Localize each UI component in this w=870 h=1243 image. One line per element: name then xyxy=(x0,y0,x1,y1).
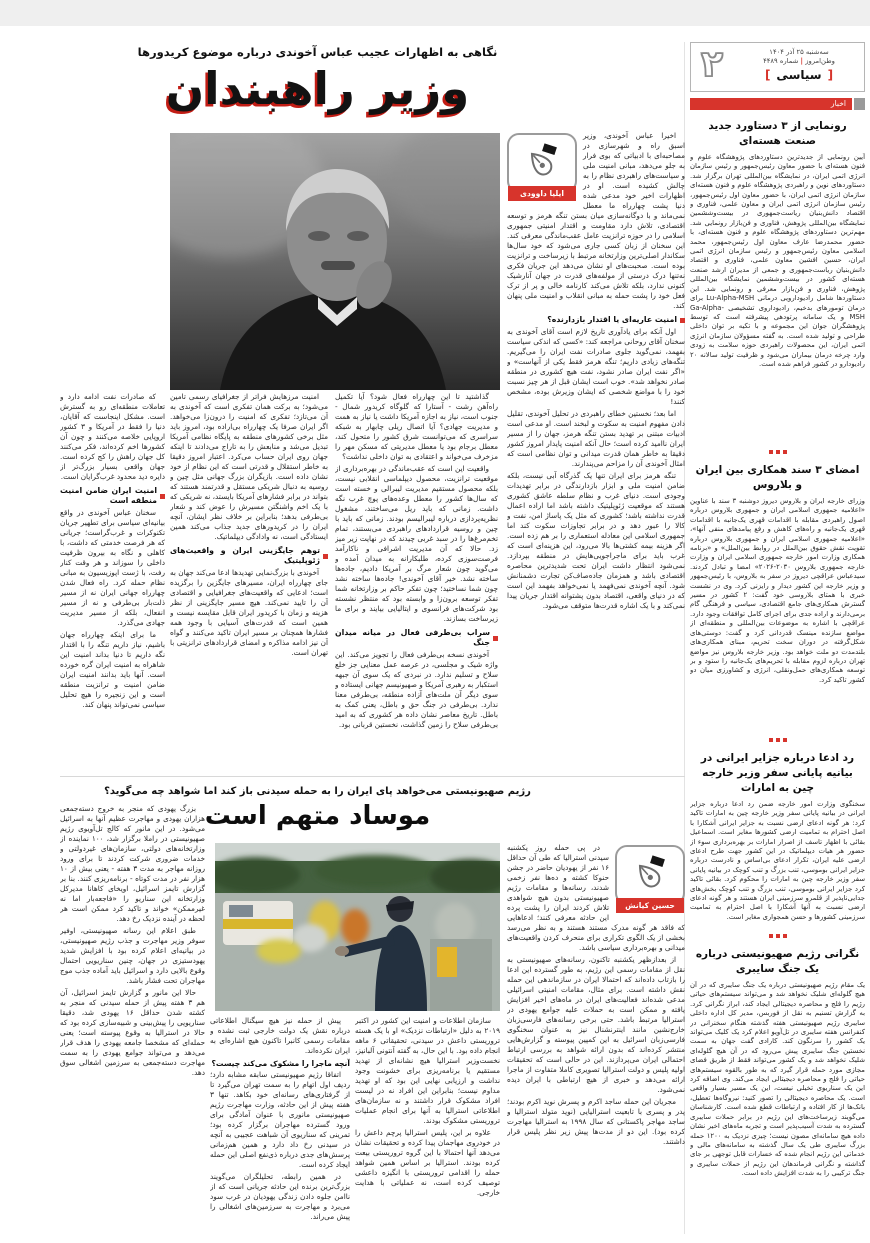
paragraph: تنگه هرمز برای ایران تنها یک گذرگاه آبی نیست، بلکه ضامن امنیت ملی و ابزار بازدارندگی در برابر تهدیدات وجودی است. دنیای غرب و نظام سلطه عاشق کشوری هستند که موقعیت ژئوپلیتیک داشته باشد اما اراده اعمال قدرت نداشته باشد؛ کشوری که مثل یک پاساژ امن، نفت و کالا را عبور دهد و در برابر تجاوزات سکوت کند اما جمهوری اسلامی این معادله استعماری را بر هم زده است. اگر هزینه بیمه کشتی‌ها بالا می‌رود، این هزینه‌ای است که غرب باید برای ماجراجویی‌هایش در منطقه بپردازد. نمی‌شود انتظار داشت ایران تحت شدیدترین محاصره اقتصادی باشد و همزمان جاده‌صاف‌کن تجارت دشمنانش شود. آنچه آخوندی نمی‌فهمد یا نمی‌خواهد بفهمد این است که در دنیای واقعی، اقتصاد بدون پشتوانه اقتدار جریان پیدا نمی‌کند و با یک اشاره قدرت‌ها متوقف می‌شود. xyxy=(507,471,685,610)
portrait-photo-graphic xyxy=(170,133,500,390)
pen-box-frame xyxy=(615,845,685,905)
bottom-column-4 xyxy=(60,804,205,1234)
main-article xyxy=(60,38,685,775)
author-box xyxy=(615,845,685,913)
author-name-badge: ایلیا داوودی xyxy=(508,186,576,201)
article-column-4 xyxy=(60,392,165,773)
bullet-square-icon xyxy=(493,636,498,641)
section-separator xyxy=(690,934,865,938)
gray-square-icon xyxy=(854,98,865,110)
issue-line xyxy=(740,57,858,65)
article-column-2 xyxy=(335,392,498,773)
masthead-stack xyxy=(740,48,858,82)
bottom-column-2 xyxy=(355,1016,500,1234)
section-separator xyxy=(690,738,865,742)
paper-name: وطن‌امروز xyxy=(805,57,835,65)
subhead-bullet xyxy=(507,315,685,325)
emergency-scene-photo xyxy=(215,843,500,1011)
bracket-close: ] xyxy=(764,68,771,82)
author-name-badge: حسین کیانش xyxy=(616,898,684,913)
paragraph: بزرگ یهودی که منجر به خروج دسته‌جمعی هزاران یهودی و مهاجرت عظیم آنها به اسرائیل می‌شود. در این مانور که کالج تل‌آویوی رژیم صهیونیستی در راملا برگزار شد، ۱۰۰ نماینده از وزارتخانه‌های دولتی، سازمان‌های غیردولتی و خدمات ضروری شرکت کردند تا برای ورود روزانه مهاجر به مدت ۳ هفته - یعنی بیش از ۱۰ هزار نفر در مدت کوتاه - برنامه‌ریزی کنند. بنا بر گزارش تایمز اسرائیل، اویخای کاهانا مدیرکل وزارتخانه این سناریو را «فاجعه‌بار اما نه غیرممکن» خواند و تاکید کرد ممکن است هر لحظه در آینده نزدیک رخ دهد. xyxy=(60,804,205,923)
paragraph: آخوندی با بزرگ‌نمایی تهدیدها ادعا می‌کند جهان به جای چهارراه ایران، مسیرهای جایگزین را برگزیده است؛ ادعایی که واقعیت‌های جغرافیایی و اقتصادی آن را تایید نمی‌کند. هیچ مسیر جایگزینی از نظر هزینه و زمان با کریدور ایران قابل مقایسه نیست و همین است که قدرت‌های آسیایی با وجود همه فشارها همچنان بر مسیر ایران تاکید می‌کنند و گواه آن نیز ادامه مذاکره و امضای قراردادهای ترانزیتی با تهران است. xyxy=(170,568,328,657)
red-pipe: | xyxy=(800,57,804,65)
sidebar-headline: رونمایی از ۳ دستاورد جدید صنعت هسته‌ای xyxy=(708,120,847,147)
subhead-bullet xyxy=(170,546,328,566)
paragraph: در همین رابطه، تحلیلگران می‌گویند بزرگ‌ترین برنده این حادثه جریانی است که از ناامن جلوه دادن زندگی یهودیان در غرب سود می‌برد و مهاجرت به سرزمین‌های اشغالی را پیش می‌راند. xyxy=(210,1172,350,1221)
bottom-headline: موساد متهم است xyxy=(204,801,431,831)
paragraph: حالا این مانور و گزارش تایمز اسرائیل، آن هم ۳ هفته پیش از حمله سیدنی که منجر به کشته شدن حداقل ۱۶ یهودی شد، دقیقا سناریویی را پیش‌بینی و شبیه‌سازی کرده بود که حالا در استرالیا به وقوع پیوسته است؛ یعنی حمله‌ای که مشخصا جامعه یهودی را هدف قرار می‌دهد و می‌تواند جوامع یهودی را به سمت مهاجرت دسته‌جمعی به سرزمین اشغالی سوق دهد. xyxy=(60,988,205,1077)
paragraph: در پی حمله روز یکشنبه سیدنی استرالیا که طی آن حداقل ۱۶ نفر از یهودیان حاضر در جشن حنوکا کشته و ده‌ها نفر زخمی شدند، رسانه‌ها و مقامات رژیم صهیونیستی بدون هیچ شواهدی تلاش کردند ایران را پشت پرده این حادثه معرفی کنند؛ ادعاهایی که فاقد هر گونه مدرک مستند هستند و به نظر می‌رسد بخشی از یک الگوی تکراری برای منحرف کردن واقعیت‌های میدانی و بهره‌برداری سیاسی باشد. xyxy=(507,843,685,952)
issue-number: شماره ۴۴۸۹ xyxy=(763,57,799,65)
paragraph: اخیرا عباس آخوندی، وزیر اسبق راه و شهرسازی در مصاحبه‌ای با ادبیاتی که بوی فرار به جلو می‌دهد، مبانی امنیت ملی و سیاست‌های راهبردی نظام را به چالش کشیده است. او در اظهارات اخیر خود مدعی شده دنیا پشت چهارراه ما معطل نمی‌ماند و با دوگانه‌سازی میان بستن تنگه هرمز و توسعه اقتصادی، تلاش دارد مقاومت و اقتدار امنیتی جمهوری اسلامی را در حوزه ترانزیت عامل عقب‌ماندگی معرفی کند. این سخنان از زبان کسی جاری می‌شود که خود سال‌ها سکاندار اصلی‌ترین وزارتخانه مرتبط با زیرساخت و ترانزیت بوده است. صحبت‌های او نشان می‌دهد این جریان فکری نه‌تنها درک درستی از مولفه‌های قدرت در جهان آنارشیک کنونی ندارد، بلکه تلاش می‌کند کارنامه خالی و پر از ترک فعل خود را پشت حمله به مبانی انقلاب و امنیت ملی پنهان کند. xyxy=(507,131,685,310)
pen-box-frame xyxy=(507,133,577,193)
main-kicker: نگاهی به اظهارات عجیب عباس آخوندی درباره موضوع کریدورها xyxy=(137,45,498,59)
main-headline: وزیر راهبندان xyxy=(165,62,470,115)
section-label: سیاسی xyxy=(776,68,822,82)
paragraph: گذاشتید تا این چهارراه فعال شود؟ آیا تکمیل راه‌آهن رشت - آستارا که گلوگاه کریدور شمال - جنوب است، نیاز به اجازه آمریکا داشت یا نیاز به همت و مدیریت جهادی؟ آیا اتصال ریلی چابهار به شبکه سراسری که می‌توانست شرق کشور را متحول کند، معطل برجام بود یا معطل مدیریتی که مسکن مهر را مزخرف می‌خواند و اعتقادی به توان داخلی نداشت؟ xyxy=(335,392,498,461)
bullet-square-icon xyxy=(680,318,685,323)
subhead-bullet xyxy=(60,486,165,506)
sidebar-article-body: یک مقام رژیم صهیونیستی درباره یک جنگ سایبری که در آن هیچ گلوله‌ای شلیک نخواهد شد و می‌تواند سیستم‌های حیاتی رژیم را فلج و محاصره دیجیتالی ایجاد کند، ابراز نگرانی کرد. به گزارش تسنیم به نقل از فوربس، مدیر کل اداره داخلی سایبری رژیم صهیونیستی هفته گذشته هنگام سخنرانی در کنفرانس هفته سایبری در تل‌آویو اعلام کرد یک کلیک می‌تواند یک کشور را سرنگون کند. کارادی گفت جهان به سمت نخستین جنگ سایبری پیش می‌رود که در آن هیچ گلوله‌ای شلیک نخواهد شد و یک کشور می‌تواند فقط از طریق فضای مجازی مورد حمله قرار گیرد که به طور بالقوه سیستم‌های حیاتی را فلج و محاصره دیجیتالی ایجاد می‌کند. وی اضافه کرد این یک سناریوی تخیلی نیست، این یک مسیر بسیار واقعی است. یک محاصره دیجیتالی را تصور کنید: نیروگاه‌ها تعطیل، بانک‌ها از کار افتاده و ارتباطات قطع شده است. کارشناسان می‌گویند زیرساخت‌های این رژیم در برابر حملات سایبری گسترده به شدت آسیب‌پذیر است و تجربه ماه‌های اخیر نشان داده هیچ سامانه‌ای مصون نیست؛ چیزی نزدیک به ۱۲۰۰ حمله بزرگ سایبری طی یک سال گذشته به سامانه‌های مالی و خدماتی این رژیم انجام شده که خسارات قابل توجهی بر جای گذاشته و نگرانی فرماندهان این رژیم از حملات سایبری و جنگ ترکیبی را به شدت افزایش داده است. xyxy=(690,981,865,1178)
paragraph: ما برای اینکه چهارراه جهان باشیم، نیاز داریم تنگه را با اقتدار نگه داریم تا دنیا بداند امنیت این شاهراه به امنیت ایران گره خورده است. آنها باید بدانند امنیت ایران ضامن امنیت و ترانزیت منطقه است و این زنجیره را هیچ تحلیل سیاسی نمی‌تواند پنهان کند. xyxy=(60,630,165,709)
subhead-text: امنیت ایران ضامن امنیت منطقه است xyxy=(60,486,157,505)
paragraph: اما بعد؛ نخستین خطای راهبردی در تحلیل آخوندی، تقلیل دادن مفهوم امنیت به سکوت و لبخند است. او مدعی است ادبیات مبتنی بر تهدید بستن تنگه هرمز، جهان را از مسیر ایران ناامید کرده است؛ حال آنکه امنیت پایدار امروز کشور دقیقا به خاطر همان قدرت میدانی و توان نظامی است که امثال آخوندی آن را مزاحم می‌پندارند. xyxy=(507,409,685,468)
paragraph: امنیت مرزهایش فراتر از جغرافیای رسمی تامین می‌شود؛ به برکت همان تفکری است که آخوندی به آن می‌تازد؛ تفکری که امنیت را درون‌زا می‌خواهد. اگر ایران صرفا یک چهارراه بی‌اراده بود، امروز باید مثل برخی کشورهای منطقه به پایگاه نظامی آمریکا تبدیل می‌شد و منابعش را به تاراج می‌دادند تا اینکه جهان روی ایران حساب می‌کرد. اعتبار امروز دقیقا به خاطر استقلال و قدرتی است که این نظام از خود نشان داده است. بازیگران بزرگ جهانی مثل چین و روسیه به دنبال شریکی مستقل و قدرتمند هستند که بتواند در برابر فشارهای آمریکا بایستد، نه شریکی که با یک اخم واشنگتن مسیرش را عوض کند و شعار بی‌طرفی بدهد؛ بنابراین بر خلاف نظر ایشان، آنچه ایران را در کریدورهای جدید جذاب می‌کند همین ایستادگی است، نه وادادگی دیپلماتیک. xyxy=(170,392,328,541)
paragraph: طبق اعلام این رسانه صهیونیستی، اوفیر سوفر وزیر مهاجرت و جذب رژیم صهیونیستی، در بیانیه‌ای اعلام کرده بود با افزایش شدید یهودستیزی در جهان، چنین سناریویی احتمال وقوع بالایی دارد و اسرائیل باید آماده جذب موج مهاجران تحت فشار باشد. xyxy=(60,926,205,985)
article-column-1 xyxy=(507,131,685,775)
sidebar-article-body: آیین رونمایی از جدیدترین دستاوردهای پژوهشگاه علوم و فنون هسته‌ای با حضور معاون رئیس‌جمهور و رئیس سازمان انرژی اتمی ایران، در نمایشگاه بین‌المللی تهران برگزار شد. دستاوردهای نوین و راهبردی پژوهشگاه علوم و فنون هسته‌ای سازمان انرژی اتمی ایران، با حضور معاون اول رئیس‌جمهور، رئیس سازمان انرژی اتمی ایران و معاون علمی، فناوری و اقتصاد دانش‌بنیان ریاست‌جمهوری در بیست‌وششمین نمایشگاه بین‌المللی پژوهش، فناوری و فن‌بازار رونمایی شد. مهم‌ترین دستاوردهای پژوهشگاه علوم و فنون هسته‌ای، با حضور محمدرضا عارف معاون اول رئیس‌جمهور، محمد اسلامی معاون رئیس‌جمهور و رئیس سازمان انرژی اتمی ایران، حسین افشین معاون علمی، فناوری و اقتصاد دانش‌بنیان ریاست‌جمهوری و جمعی از مدیران ارشد صنعت هسته‌ای کشور در بیست‌وششمین نمایشگاه بین‌المللی پژوهش، فناوری و فن‌بازار معرفی و رونمایی شد. این دستاوردها شامل رادیودارویی درمانی Lu-Alpha-MSH برای درمان تومورهای بدخیم، رادیوداروی تشخیصی Ga-Alpha-MSH و یک سامانه پرتودهی پیشرفته است که توسط پژوهشگران جوان این مجموعه و با تکیه بر توان داخلی طراحی و تولید شده است. به گفته مسؤولان سازمان انرژی اتمی ایران، این محصولات راهبردی حوزه سلامت به زودی وارد چرخه درمان بیماران می‌شود و ظرفیت تولید سالانه ۲۰ رادیودارو در کشور فراهم شده است. xyxy=(690,153,865,368)
paragraph: که صادرات نفت ادامه دارد و تعاملات منطقه‌ای رو به گسترش است. مشکل اینجاست که آقایان، دنیا را فقط در آمریکا و ۳ کشور اروپایی خلاصه می‌کنند و چون آن کشورها اخم کرده‌اند، فکر می‌کنند کل جهان راهش را کج کرده است. جهان واقعی بسیار بزرگ‌تر از دایره دید محدود غرب‌گرایان است. xyxy=(60,392,165,481)
bullet-square-icon xyxy=(323,554,328,559)
paragraph: آخوندی نسخه بی‌طرفی فعال را تجویز می‌کند. این واژه شیک و مجلسی، در عرصه عمل معنایی جز خلع سلاح و تسلیم ندارد. در نبردی که یک سوی آن جبهه استکبار به رهبری آمریکا و صهیونیسم جهانی ایستاده و سوی دیگر آن ملت‌های آزاده منطقه، بی‌طرفی معنا ندارد. بی‌طرفی در جنگ حق و باطل، یعنی کمک به باطل. تاریخ معاصر نشان داده هر کشوری که به امید بی‌طرفی سلاح را زمین گذاشت، نخستین قربانی بود. xyxy=(335,650,498,729)
paragraph: پیش از حمله نیز هیچ سیگنال اطلاعاتی درباره نقش یک دولت خارجی ثبت نشده و مقامات رسمی کانبرا تاکنون هیچ اشاره‌ای به ایران نکرده‌اند. xyxy=(210,1016,350,1055)
subhead-bullet xyxy=(335,628,498,648)
emergency-scene-graphic xyxy=(215,843,500,1011)
page-number: ۲ xyxy=(701,44,723,85)
page-top-margin xyxy=(0,0,870,26)
article-column-3 xyxy=(170,392,328,773)
paragraph: از بعدازظهر یکشنبه تاکنون، رسانه‌های صهیونیستی به نقل از مقامات رسمی این رژیم، به طور گسترده این ادعا را بازتاب داده‌اند که احتمالا ایران در سازماندهی این حمله نقش داشته است. برای مثال، مقامات امنیتی اسرائیلی مدعی شده‌اند فعالیت‌های ایران در ماه‌های اخیر افزایش یافته و ممکن است به حملات علیه جوامع یهودی در استرالیا مرتبط باشد. حتی برخی رسانه‌های فارسی‌زبان خارج‌نشین مانند اینترنشنال نیز به عنوان سخنگوی فارسی‌زبان اسرائیل به این کمپین پیوسته و گزارش‌هایی منتشر کرده‌اند که بدون ارائه شواهد به بررسی ارتباط احتمالی ایران می‌پردازند. این در حالی است که تحقیقات اولیه پلیس و دولت استرالیا تصویری کاملا متفاوت از ماجرا ارائه می‌دهد و خبری از هیچ ارتباطی با ایران دیده نمی‌شود. xyxy=(507,955,685,1094)
pen-nib-icon xyxy=(522,143,562,183)
bottom-kicker: رژیم صهیونیستی می‌خواهد پای ایران را به حمله سیدنی باز کند اما شواهد چه می‌گوید؟ xyxy=(104,786,531,797)
section-separator xyxy=(690,450,865,454)
paragraph: واقعیت این است که عقب‌ماندگی در بهره‌برداری از موقعیت ترانزیت، محصول دیپلماسی انقلابی نیست، بلکه محصول مستقیم مدیریت لیبرالی و خسته است که سال‌ها کشور را معطل وعده‌های پوچ غرب نگه داشت. زمانی که باید ریل می‌ساختند، مشغول نظریه‌پردازی درباره لیبرالیسم بودند. زمانی که باید با چین و روسیه قراردادهای راهبردی می‌بستند، تمام تخم‌مرغ‌ها را در سبد غربی چیدند که در نهایت زیر میز زد. حالا که آن مدیریت اشرافی و ناکارآمد فرصت‌سوزی کرده، طلبکارانه به میدان آمده و می‌گوید چون شعار مرگ بر آمریکا دادیم، جاده‌ها ساخته نشد. خیر آقای آخوندی! جاده‌ها ساخته نشد چون شما نساختید؛ چون تفکر حاکم بر وزارتخانه شما تفکر توسعه برون‌زا و وابسته بود که منتظر نشسته بود شرکت‌های فرانسوی و ایتالیایی بیایند و برای ما زیرساخت بسازند. xyxy=(335,464,498,623)
bracket-open: [ xyxy=(827,68,834,82)
portrait-photo xyxy=(170,133,500,390)
sidebar-headline: رد ادعا درباره جزایر ایرانی در بیانیه پایانی سفر وزیر خارجه چین به امارات xyxy=(700,752,855,794)
sidebar-article-body: وزرای خارجه ایران و بلاروس دیروز دوشنبه ۳ سند با عناوین «اعلامیه جمهوری اسلامی ایران و جمهوری بلاروس درباره اصول راهبردی مقابله با اقدامات قهری یک‌جانبه با اقدامات قهری یک‌جانبه و راه‌های کاهش و رفع پیامدهای منفی آنها»، «اعلامیه جمهوری اسلامی ایران و جمهوری بلاروس درباره تقویت نقش حقوق بین‌الملل در روابط بین‌الملل» و «برنامه همکاری وزارت امور خارجه جمهوری اسلامی ایران و وزارت خارجه جمهوری بلاروس ۲۰۳۰-۲۰۲۶» امضا و تبادل کردند. سیدعباس عراقچی دیروز در سفر به بلاروس، با رئیس‌جمهور و وزیر خارجه این کشور دیدار و رایزنی کرد. وی در نشست خبری با همتای بلاروسی خود گفت: ۲ کشور در مسیر گسترش همکاری‌های جامع اقتصادی، سیاسی و فرهنگی گام برمی‌دارند و اراده جدی برای اجرای کامل توافقات وجود دارد. عراقچی با اشاره به موضوعات بین‌المللی و منطقه‌ای از مواضع سازنده مینسک قدردانی کرد و گفت: دوستی‌های شکل‌گرفته در دوران سخت تحریم، مبنای همکاری‌های بلندمدت دو ملت خواهد بود. وزیر خارجه بلاروس نیز مواضع تهران درباره لزوم مقابله با تحریم‌های یک‌جانبه را ستود و بر توسعه همکاری‌های حمل‌ونقلی، انرژی و کشاورزی میان دو کشور تاکید کرد. xyxy=(690,497,865,684)
paragraph: سازمان اطلاعات و امنیت این کشور در اکتبر ۲۰۱۹ به دلیل «ارتباطات نزدیک» او با یک هسته تروریستی داعش در سیدنی، تحقیقاتی ۶ ماهه انجام داده بود. با این حال، به گفته آنتونی آلبانیز، نخست‌وزیر استرالیا هیچ نشانه‌ای از تهدید مستقیم یا برنامه‌ریزی برای خشونت وجود نداشت و ارزیابی نهایی این بود که او تهدید مداوم نیست؛ بنابراین این افراد نه در لیست افراد مشکوک قرار داشتند و نه سازمان‌های اطلاعاتی استرالیا به آنها برای انجام عملیات تروریستی مشکوک بودند. xyxy=(355,1016,500,1125)
pen-nib-icon xyxy=(630,855,670,895)
sidebar-headline: امضای ۳ سند همکاری بین ایران و بلاروس xyxy=(695,464,860,491)
masthead-box xyxy=(690,42,865,92)
bold-subhead: آنچه ماجرا را مشکوک می‌کند چیست؟ xyxy=(211,1059,350,1068)
sidebar-headline: نگرانی رژیم صهیونیستی درباره یک جنگ سایبری xyxy=(695,948,860,975)
subhead-text: امنیت عاریه‌ای یا اقتدار بازدارنده؟ xyxy=(547,315,677,324)
paragraph: سخنان عباس آخوندی در واقع بیانیه‌ای سیاسی برای تطهیر جریان تکنوکرات و غرب‌گراست؛ جریانی که هر فرصت خدمتی که داشت، با کاهلی و نگاه به بیرون ظرفیت داخلی را سوزاند و هر وقت کنار رفت، با ژست اپوزیسیون به مبانی نظام حمله کرد. راه فعال شدن چهارراه جهانی ایران نه از مسیر ذلت‌بار بی‌طرفی و نه از مسیر انفعال، بلکه از مسیر مدیریت جهادی می‌گذرد. xyxy=(60,508,165,627)
paragraph: مجریان این حمله ساجد اکرم و پسرش نوید اکرم بودند؛ پدر و پسری با تابعیت استرالیایی (نوید متولد استرالیا و ساجد مهاجر پاکستانی که سال ۱۹۹۸ به استرالیا مهاجرت کرده بود). این دو از مدت‌ها پیش زیر نظر پلیس قرار داشتند. xyxy=(507,1097,685,1146)
news-section-bar xyxy=(690,98,865,110)
sidebar-article-body: سخنگوی وزارت امور خارجه ضمن رد ادعا درباره جزایر ایرانی در بیانیه پایانی سفر وزیر خارجه چین به امارات تاکید کرد: هر گونه ادعای ارضی نسبت به جزایر ایرانی آشکارا با اصل احترام به تمامیت ارضی کشورها مغایر است. اسماعیل بقائی با اظهار تاسف از اصرار امارات بر بهره‌برداری سوء از حضور هر هیات دیپلماتیک در این کشور جهت طرح ادعای ارضی علیه ایران، تکرار ادعای بی‌اساس و نادرست درباره جزایر ایرانی بوموسی، تنب بزرگ و تنب کوچک در بیانیه پایانی سفر وزیر خارجه چین به امارات را محکوم کرد. بقائی تاکید کرد جزایر ایرانی بوموسی، تنب بزرگ و تنب کوچک بخش‌های جدایی‌ناپذیر از قلمرو سرزمینی ایران هستند و هر گونه ادعای ارضی نسبت به آنها آشکارا با اصل احترام به تمامیت سرزمینی کشورها و حسن همجواری مغایر است. xyxy=(690,800,865,921)
bullet-square-icon xyxy=(160,494,165,499)
paragraph: اول آنکه برای یادآوری تاریخ لازم است آقای آخوندی به سخنان آقای روحانی مراجعه کند: «کسی که اندکی سیاست بفهمد، نمی‌گوید جلوی صادرات نفت ایران را می‌گیریم. تنگه‌های زیادی داریم؛ تنگه هرمز فقط یکی از آنهاست» و «اگر نفت ایران صادر نشود، نفت هیچ کشوری در منطقه صادر نخواهد شد». خوب است ایشان قبل از هر چیز نسبت خود را با مواضع شخصی که ایشان وزیرش بوده، مشخص کنند! xyxy=(507,327,685,406)
bottom-article xyxy=(60,783,685,1235)
subhead-text: توهم جایگزینی ایران و واقعیت‌های ژئوپلیتیک xyxy=(170,546,320,565)
section-title xyxy=(740,68,858,82)
paragraph: اتفاقا رژیم صهیونیستی سابقه مشابه دارد؛ ردیف اول اتهام را به سمت تهران می‌گیرد تا از گرفتاری‌های رسانه‌ای خود بکاهد. تنها ۳ هفته پیش از این حادثه، وزارت مهاجرت رژیم صهیونیستی مانوری با عنوان آمادگی برای ورود گسترده مهاجران برگزار کرده بود؛ تمرینی که سناریوی آن شباهت عجیبی به آنچه در سیدنی رخ داد دارد و همین هم‌زمانی پرسش‌های جدی درباره ذی‌نفع اصلی این حمله ایجاد کرده است. xyxy=(210,1070,350,1169)
subhead-text: سراب بی‌طرفی فعال در میانه میدان جنگ xyxy=(335,628,490,647)
news-bar-label: اخبار xyxy=(690,98,852,110)
date-line: سه‌شنبه ۲۵ آذر ۱۴۰۴ xyxy=(769,48,829,56)
author-box xyxy=(507,133,577,201)
bottom-column-3 xyxy=(210,1016,350,1234)
sidebar-news-column xyxy=(690,42,865,1229)
bottom-column-1 xyxy=(507,843,685,1235)
horizontal-divider xyxy=(60,776,685,777)
paragraph: علاوه بر این، پلیس استرالیا پرچم داعش را در خودروی مهاجمان پیدا کرده و تحقیقات نشان می‌دهد آنها احتمالا با این گروه تروریستی بیعت کرده بودند. استرالیا بر اساس همین شواهد حمله را اقدامی تروریستی با انگیزه داعشی توصیف کرده است، نه عملیاتی با هدایت خارجی. xyxy=(355,1128,500,1197)
